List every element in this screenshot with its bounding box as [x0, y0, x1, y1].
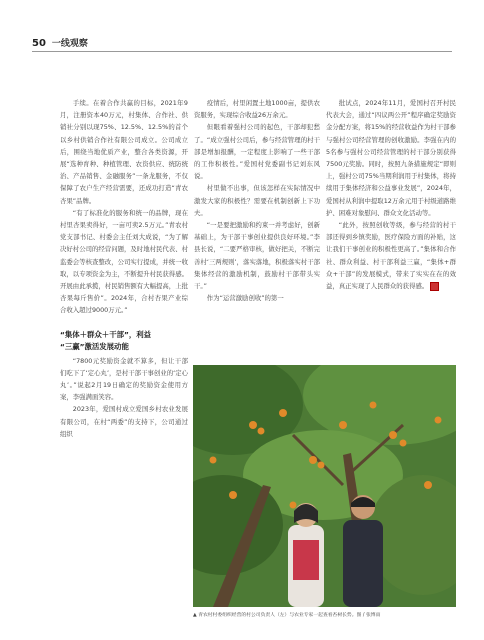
paragraph: “有了标准化的服务和统一的品牌，现在村里杏果卖得好，一亩可卖2.5万元。”青农村党支部书记、村委会主任刘大成说，“为了解决好村公司的经营问题，及时地村民代表、村监委会等核查整改，公司实行提成，并统一收取，以专项资金为主，不断提升村民获得感。开展由此承揽，村民销售额有大幅提高，上批杏果每斤售价”。2024年，合村杏果产业综合收入超过9000万元。” — [60, 208, 188, 315]
column-3 — [326, 97, 456, 292]
orchard-photo-illustration — [193, 365, 456, 607]
paragraph: “一是要把激励和约束一并考虑好，创新基础上，为干部干事创业提供良好环境。”李县长说，“二要严格审核，做好把关，不断完善村‘三两规则’，落实落地，积极落实村干部集体经营的激励机制，鼓励村干部带头实干。” — [194, 221, 320, 291]
paragraph-text: “此外，按照创收等级，参与经营的村干部还得到乡镇奖励，医疗保险方面的补贴，这让我们干事创业的积极性更高了。”集体和合作社、群众利益、村干部利益三赢，“集体+群众+干部”的发展模式，带来了实实在在的效益，真正实现了人民群众的获得感。 — [326, 221, 456, 291]
article-end-mark-icon — [430, 282, 439, 291]
photo-caption: ▲ 青农村村委组织经营的村公司负责人（左）与农业专家一起查看杏树长势。图 / 张博雨 — [193, 613, 381, 618]
article-photo — [193, 365, 456, 607]
subheading-line-1: “集体＋群众＋干部”，利益 — [60, 329, 152, 339]
paragraph: 作为“运营激励创收”的第一 — [206, 294, 284, 303]
paragraph: “7800元奖励资金就不算多，但让干部们吃下了‘定心丸’，是村干部干事创业的‘定心丸’。”说起2月19日确定的奖励资金使用方案，李强满面笑容。 — [60, 356, 188, 402]
paragraph: 2023年，爱国村成立爱国乡村农业发展有限公司，在村“两委”的支持下，公司通过组织 — [60, 405, 188, 438]
paragraph: 但眼看着强村公司的起色，干部却犯愁了。“成立强村公司后，参与经营管理的村干部是增加报酬，一定程度上影响了一些干部的工作积极性。”爱国村党委副书记刘东风说。 — [194, 123, 320, 181]
paragraph — [326, 219, 456, 292]
column-2 — [194, 97, 320, 304]
paragraph: 村里做不出事，但该怎样在实际情况中激发大家的积极性？需要在机制创新上下功夫。 — [194, 184, 320, 217]
header-divider — [32, 51, 452, 52]
subheading — [60, 329, 188, 353]
subheading-line-2: “三赢”激活发展动能 — [60, 341, 129, 351]
page-number: 50 — [32, 38, 46, 49]
paragraph: 批试点，2024年11月，爱国村召开村民代表大会，通过“四议两公开”程序确定奖励资金分配方案，将15%的经营收益作为村干部参与强村公司经营管理的创收激励。李强在内的5名参与强村公司经营管理的村干部分别获得7500元奖励。同时，按照九条措施规定“即则上，强村公司75%当期利润用于村集体，将持续用于集体经济和公益事业发展”，2024年，爱国村从利润中提取12万余元用于村级道路维护、困难对象慰问、群众文化活动等。 — [326, 99, 456, 217]
paragraph: 手续。在着合作共赢的目标，2021年9月，注册资本40万元，村集体、合作社、供销社分别以现75%、12.5%、12.5%的首个以乡村供销合作社有限公司成立。公司成立后，围绕当地优质产业，整合各类资源，开展“选种育种、种植管理、农资供应、统防统治、产品销售、金融服务”一条龙服务，不仅保障了农户生产经营需要，还成功打造“青农杏果”品牌。 — [60, 99, 188, 205]
paragraph: 疫情后，村里闲置土地1000亩，提供农资服务，实现综合收益26万余元。 — [194, 99, 320, 120]
section-title: 一线观察 — [51, 39, 88, 49]
page-header — [32, 36, 88, 50]
column-1 — [60, 97, 188, 440]
